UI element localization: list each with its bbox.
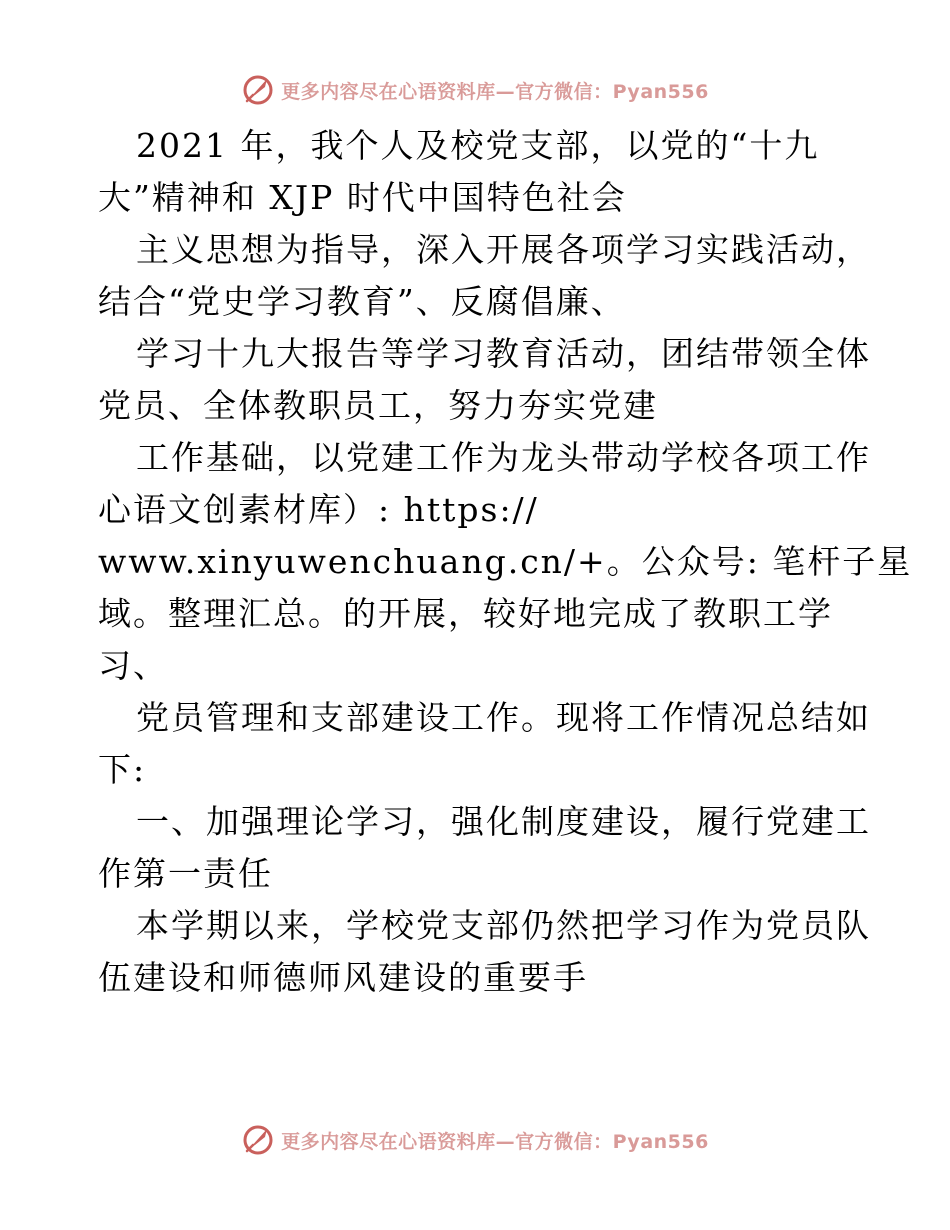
text-line: 下:: [98, 750, 147, 789]
text-line: 本学期以来，学校党支部仍然把学习作为党员队: [136, 906, 871, 945]
watermark-text: 更多内容尽在心语资料库—官方微信：Pyan556: [281, 80, 709, 103]
quill-logo-icon: [241, 73, 275, 107]
text-line: 习、: [98, 646, 168, 685]
quill-logo-icon: [241, 1123, 275, 1157]
text-line: 大”精神和 XJP 时代中国特色社会: [98, 178, 627, 217]
document-body: [98, 120, 913, 1004]
text-line: 学习十九大报告等学习教育活动，团结带领全体: [136, 334, 871, 373]
text-line: 一、加强理论学习，强化制度建设，履行党建工: [136, 802, 871, 841]
text-line: 心语文创素材库）: https://: [98, 490, 539, 529]
header-watermark: [0, 70, 950, 110]
text-line: 2021 年，我个人及校党支部，以党的“十九: [136, 126, 820, 165]
text-line: 伍建设和师德师风建设的重要手: [98, 958, 588, 997]
text-line: 党员管理和支部建设工作。现将工作情况总结如: [136, 698, 871, 737]
text-line: 党员、全体教职员工，努力夯实党建: [98, 386, 658, 425]
text-line: www.xinyuwenchuang.cn/+。公众号: 笔杆子星: [98, 542, 913, 581]
text-line: 域。整理汇总。的开展，较好地完成了教职工学: [98, 594, 833, 633]
text-line: 工作基础，以党建工作为龙头带动学校各项工作: [136, 438, 871, 477]
text-line: 结合“党史学习教育”、反腐倡廉、: [98, 282, 626, 321]
watermark-text: 更多内容尽在心语资料库—官方微信：Pyan556: [281, 1130, 709, 1153]
footer-watermark: [0, 1120, 950, 1160]
text-line: 主义思想为指导，深入开展各项学习实践活动，: [136, 230, 871, 269]
text-line: 作第一责任: [98, 854, 273, 893]
